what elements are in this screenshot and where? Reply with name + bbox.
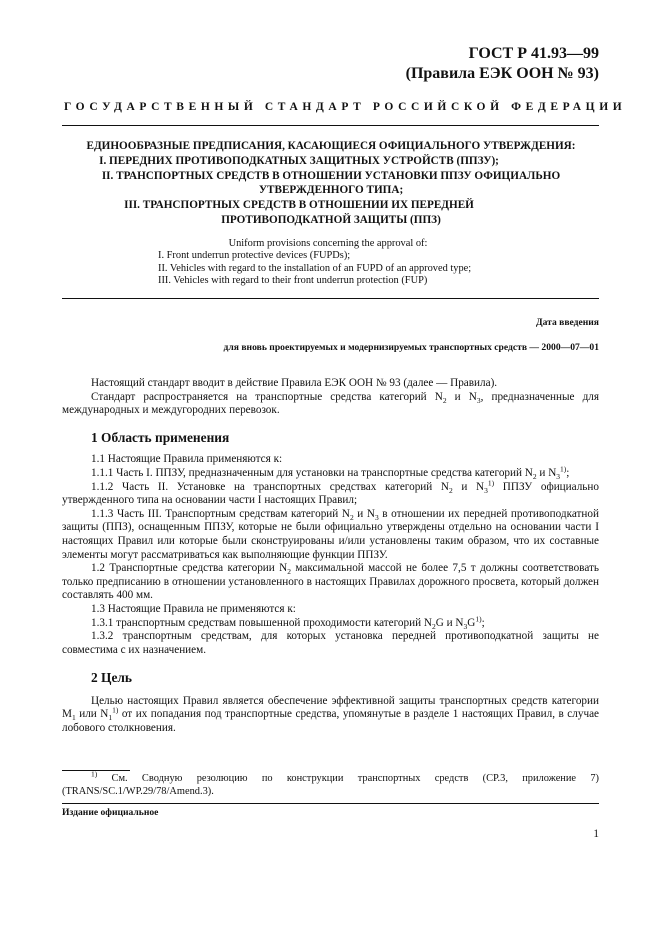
title-line: ЕДИНООБРАЗНЫЕ ПРЕДПИСАНИЯ, КАСАЮЩИЕСЯ ОФИЦИАЛЬНОГО УТВЕРЖДЕНИЯ: — [86, 140, 576, 152]
scope-paragraph: Стандарт распространяется на транспортные средства категорий $N_2$ и $N_3$, предназначенные для международных и междугородних перевозок. — [62, 390, 600, 417]
footnote-text: См. Сводную резолюцию по конструкции транспортных средств (СР.3, приложение 7) (TRANS/SC.1/WP.29/78/Amend.3). — [62, 773, 599, 797]
footer-divider — [62, 803, 599, 804]
title-line: II. ТРАНСПОРТНЫХ СРЕДСТВ В ОТНОШЕНИИ УСТАНОВКИ ППЗУ ОФИЦИАЛЬНО — [101, 169, 561, 182]
english-title-item: I. Front underrun protective devices (FUPDs); — [158, 250, 351, 262]
english-title — [158, 238, 498, 288]
title-line: I. ПЕРЕДНИХ ПРОТИВОПОДКАТНЫХ ЗАЩИТНЫХ УСТРОЙСТВ (ППЗУ); — [99, 154, 499, 167]
clause-1-1-1: 1.1.1 Часть I. ППЗУ, предназначенным для установки на транспортные средства категорий $N_2$ и $N_3^{1)}$; — [91, 464, 570, 482]
intro-paragraph: Настоящий стандарт вводит в действие Правила ЕЭК ООН № 93 (далее — Правила). — [91, 377, 498, 389]
english-title-item: III. Vehicles with regard to their front underrun protection (FUP) — [158, 275, 428, 287]
title-line: УТВЕРЖДЕННОГО ТИПА; — [258, 184, 404, 197]
official-edition-label: Издание официальное — [62, 807, 159, 818]
title-line: ПРОТИВОПОДКАТНОЙ ЗАЩИТЫ (ППЗ) — [221, 213, 441, 226]
page-number: 1 — [593, 828, 599, 840]
title-divider — [62, 298, 599, 299]
clause-1-3-1: 1.3.1 транспортным средствам повышенной проходимости категорий $N_2G$ и $N_3G^{1)}$; — [91, 613, 485, 631]
header-divider — [62, 125, 599, 126]
title-line: III. ТРАНСПОРТНЫХ СРЕДСТВ В ОТНОШЕНИИ ИХ ПЕРЕДНЕЙ — [124, 199, 474, 212]
uncece-rules-reference: (Правила ЕЭК ООН № 93) — [405, 65, 599, 82]
section-heading-scope: 1 Область применения — [91, 429, 230, 445]
clause-1-3: 1.3 Настоящие Правила не применяются к: — [91, 602, 296, 615]
intro-date-text: для вновь проектируемых и модернизируемых транспортных средств — 2000—07—01 — [223, 342, 599, 353]
clause-1-2: 1.2 Транспортные средства категории $N_2$ максимальной массой не более 7,5 т должны соответствовать только предписанию в отношении установленного в настоящих Правилах дорожного просвета, который должен составлять 400 мм. — [62, 562, 599, 602]
purpose-paragraph: Целью настоящих Правил является обеспечение эффективной защиты транспортных средств категории $M_1$ или $N_1^{1)}$ от их попадания под транспортные средства, упомянутые в разделе 1 настоящих Правил, в случае лобового столкновения. — [62, 694, 599, 735]
state-standard-heading: ГОСУДАРСТВЕННЫЙ СТАНДАРТ РОССИЙСКОЙ ФЕДЕРАЦИИ — [64, 101, 627, 113]
footnote-mark: 1) — [91, 769, 98, 779]
document-body — [62, 377, 599, 736]
section-heading-purpose: 2 Цель — [91, 670, 132, 686]
footnote — [62, 769, 599, 798]
clause-1-3-2: 1.3.2 транспортным средствам, для которых установка передней противоподкатной защиты не совместима с их назначением. — [62, 630, 599, 656]
document-designation — [406, 44, 599, 84]
clause-1-1: 1.1 Настоящие Правила применяются к: — [91, 453, 283, 466]
english-title-item: II. Vehicles with regard to the installation of an FUPD of an approved type; — [158, 262, 472, 274]
intro-date-label: Дата введения — [535, 317, 599, 328]
english-title-heading: Uniform provisions concerning the approval of: — [228, 238, 428, 249]
clause-1-1-3: 1.1.3 Часть III. Транспортным средствам категорий $N_2$ и $N_3$ в отношении их передней противоподкатной защиты (ППЗ), оснащенным ППЗУ, которые не были официально утверждены отдельно на основании части I настоящих Правил или которые были сконструированы и/или установлены таким образом, что их составные элементы могут рассматриваться как выполняющие функции ППЗУ. — [62, 507, 599, 561]
clause-1-1-2: 1.1.2 Часть II. Установке на транспортных средствах категорий $N_2$ и $N_3^{1)}$ ППЗУ официально утвержденного типа на основании части I настоящих Правил; — [62, 477, 599, 507]
gost-number: ГОСТ Р 41.93—99 — [468, 45, 599, 62]
document-title — [64, 139, 598, 228]
